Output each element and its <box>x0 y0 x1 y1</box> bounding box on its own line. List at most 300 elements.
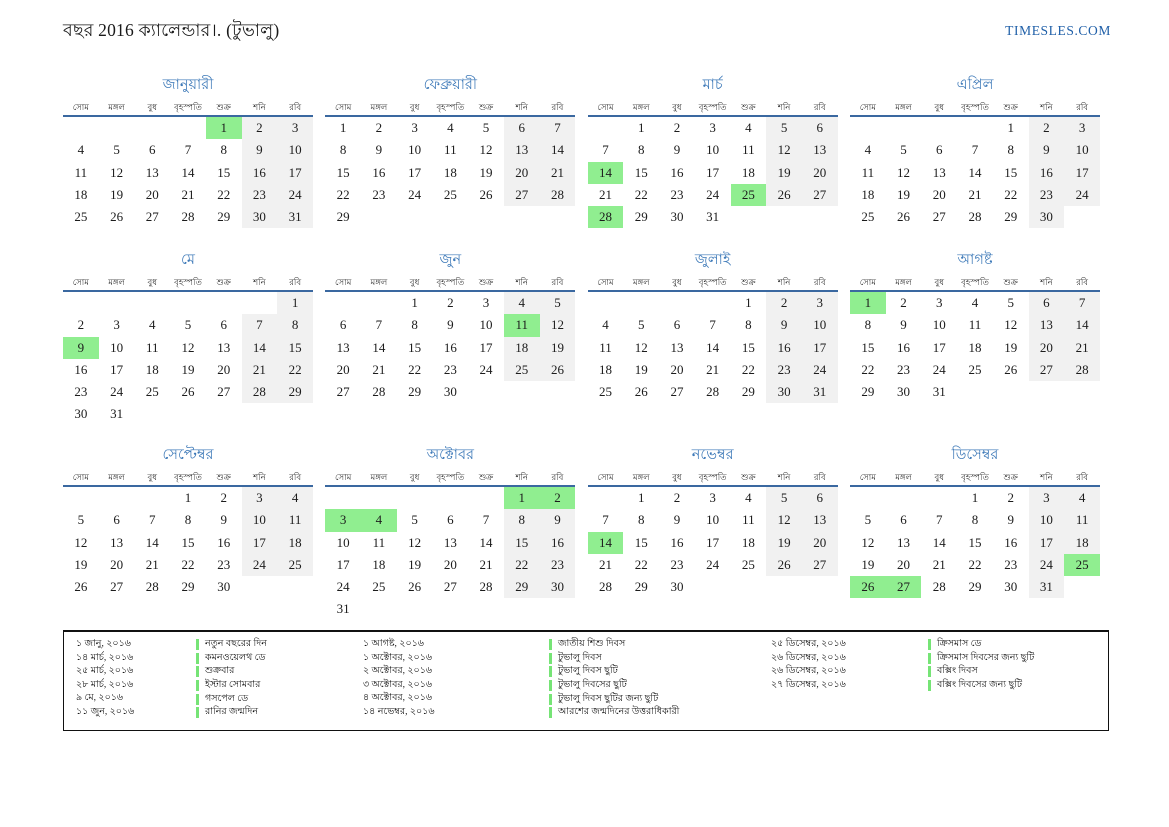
holiday-day-cell: 28 <box>588 206 624 228</box>
day-cell: 27 <box>145 209 159 225</box>
legend-date: ৩ অক্টোবর, ২০১৬ <box>363 679 433 690</box>
weekday-header-row <box>63 100 313 117</box>
weekday-label: শুক্র <box>1003 277 1018 287</box>
holiday-marker-bar <box>928 666 931 677</box>
weekend-day-cell: 29 <box>277 381 313 403</box>
day-cell: 22 <box>634 556 648 572</box>
weekend-day-cell: 26 <box>766 554 802 576</box>
holiday-day-cell: 27 <box>886 576 922 598</box>
legend-date: ২ অক্টোবর, ২০১৬ <box>363 666 433 677</box>
weekday-label: মঙ্গল <box>895 472 912 482</box>
holiday-day-cell: 4 <box>361 509 397 531</box>
weekday-label: বুধ <box>147 472 158 482</box>
day-cell: 17 <box>706 534 720 550</box>
weekday-label: রবি <box>551 102 564 112</box>
day-cell: 4 <box>77 142 85 158</box>
weekday-label: বৃহস্পতি <box>174 472 202 482</box>
legend-holiday-label: টুভালু দিবস ছুটির জন্য ছুটি <box>558 693 659 704</box>
weekend-day-cell: 30 <box>540 576 576 598</box>
day-cell: 11 <box>742 142 755 158</box>
day-cell: 2 <box>220 490 227 505</box>
weekend-day-cell: 6 <box>1029 292 1065 314</box>
day-cell: 8 <box>864 317 872 333</box>
weekend-day-cell: 4 <box>504 292 540 314</box>
day-cell: 21 <box>932 556 946 572</box>
empty-day-cell <box>731 576 767 598</box>
empty-day-cell <box>850 117 886 139</box>
month-block <box>850 444 1100 598</box>
weekday-label: সোম <box>72 472 89 482</box>
day-cell: 1 <box>745 295 752 310</box>
holiday-marker-bar <box>928 639 931 650</box>
weekend-day-cell: 11 <box>277 509 313 531</box>
day-cell: 8 <box>1007 142 1014 158</box>
weekday-label: সোম <box>335 277 352 287</box>
weekend-day-cell: 2 <box>242 117 278 139</box>
day-cell: 2 <box>900 295 907 310</box>
weekend-day-cell: 8 <box>504 509 540 531</box>
holiday-day-cell: 1 <box>206 117 242 139</box>
weekday-header-row <box>63 470 313 487</box>
weekday-label: বৃহস্পতি <box>698 102 727 112</box>
weekend-day-cell: 13 <box>802 509 838 531</box>
day-cell: 15 <box>336 164 350 180</box>
weekday-header-row <box>325 275 575 292</box>
day-cell: 20 <box>443 556 457 572</box>
weekday-label: বুধ <box>672 472 682 482</box>
month-block <box>588 249 838 403</box>
weekend-day-cell: 21 <box>540 162 576 184</box>
weekday-label: শুক্র <box>216 102 231 112</box>
legend-holiday-name <box>928 679 1110 693</box>
empty-day-cell <box>504 381 540 403</box>
month-days <box>63 117 313 228</box>
day-cell: 3 <box>411 120 418 135</box>
day-cell: 5 <box>184 317 192 333</box>
day-cell: 25 <box>861 209 875 225</box>
empty-day-cell <box>659 292 695 314</box>
day-cell: 31 <box>336 601 350 617</box>
legend-holiday-label: টুভালু দিবস ছুটি <box>558 666 618 677</box>
day-cell: 5 <box>411 512 418 528</box>
day-cell: 10 <box>706 512 720 528</box>
holiday-marker-bar <box>549 707 552 718</box>
legend-holiday-name <box>196 692 351 706</box>
day-cell: 12 <box>408 534 422 550</box>
day-cell: 20 <box>145 186 159 202</box>
empty-day-cell <box>1064 576 1100 598</box>
empty-day-cell <box>850 487 886 509</box>
day-cell: 8 <box>637 142 645 158</box>
weekday-label: শনি <box>777 472 791 482</box>
legend-holiday-name <box>928 652 1110 666</box>
empty-day-cell <box>397 487 433 509</box>
day-cell: 18 <box>74 186 88 202</box>
day-cell: 18 <box>861 186 875 202</box>
day-cell: 19 <box>181 361 195 377</box>
legend-holiday-label: টুভালু দিবস <box>558 652 602 663</box>
weekday-label: মঙ্গল <box>632 277 650 287</box>
weekend-day-cell: 1 <box>277 292 313 314</box>
empty-day-cell <box>325 487 361 509</box>
legend-holiday-label: ক্রিসমাস দিবসের জন্য ছুটি <box>937 652 1035 663</box>
weekday-label: সোম <box>859 277 876 287</box>
day-cell: 27 <box>110 579 124 595</box>
weekend-day-cell: 30 <box>766 381 802 403</box>
weekday-label: সোম <box>335 472 352 482</box>
weekend-day-cell: 9 <box>1029 139 1065 161</box>
day-cell: 9 <box>900 317 907 333</box>
day-cell: 9 <box>375 142 383 158</box>
weekend-day-cell: 17 <box>1029 532 1065 554</box>
legend-holiday-name <box>549 665 759 679</box>
weekend-day-cell: 7 <box>242 314 278 336</box>
day-cell: 30 <box>670 579 684 595</box>
day-cell: 6 <box>673 317 681 333</box>
empty-day-cell <box>802 576 838 598</box>
empty-day-cell <box>695 292 731 314</box>
month-days <box>63 487 313 598</box>
legend-holiday-name <box>196 679 351 693</box>
day-cell: 29 <box>968 579 982 595</box>
weekday-header-row <box>588 470 838 487</box>
day-cell: 21 <box>968 186 982 202</box>
weekday-label: মঙ্গল <box>370 102 388 112</box>
day-cell: 1 <box>637 490 645 505</box>
weekday-label: সোম <box>859 102 876 112</box>
weekday-label: শুক্র <box>1003 102 1018 112</box>
day-cell: 22 <box>217 186 231 202</box>
weekday-label: বুধ <box>672 277 682 287</box>
weekday-label: বৃহস্পতি <box>698 472 727 482</box>
day-cell: 26 <box>74 579 88 595</box>
weekend-day-cell: 24 <box>1064 184 1100 206</box>
legend-holiday-name <box>928 665 1110 679</box>
day-cell: 9 <box>1007 512 1014 528</box>
day-cell: 20 <box>217 361 231 377</box>
month-title: জুন <box>439 252 462 268</box>
day-cell: 18 <box>741 534 755 550</box>
day-cell: 24 <box>110 384 124 400</box>
day-cell: 9 <box>673 142 681 158</box>
day-cell: 13 <box>217 339 231 355</box>
day-cell: 4 <box>602 317 609 333</box>
day-cell: 5 <box>900 142 907 158</box>
day-cell: 28 <box>181 209 195 225</box>
day-cell: 7 <box>602 512 609 528</box>
month-title: সেপ্টেম্বর <box>162 447 214 463</box>
month-days <box>588 487 838 598</box>
day-cell: 13 <box>897 534 911 550</box>
holiday-marker-bar <box>549 666 552 677</box>
weekend-day-cell: 12 <box>766 139 802 161</box>
legend-date: ২৮ মার্চ, ২০১৬ <box>76 679 134 690</box>
day-cell: 17 <box>408 164 422 180</box>
weekend-day-cell: 19 <box>540 337 576 359</box>
month-block <box>325 444 575 621</box>
weekday-label: শুক্র <box>1003 472 1018 482</box>
weekend-day-cell: 14 <box>1064 314 1100 336</box>
day-cell: 26 <box>110 209 124 225</box>
month-days <box>325 487 575 621</box>
day-cell: 28 <box>706 384 720 400</box>
day-cell: 15 <box>968 534 982 550</box>
day-cell: 20 <box>897 556 911 572</box>
legend-holiday-label: ক্রিসমাস ডে <box>937 639 982 650</box>
day-cell: 25 <box>968 361 982 377</box>
legend-holiday-name <box>549 706 759 720</box>
empty-day-cell <box>99 487 135 509</box>
day-cell: 1 <box>184 490 192 505</box>
weekday-label: রবি <box>1076 102 1089 112</box>
weekend-day-cell: 27 <box>802 184 838 206</box>
brand-link[interactable]: TIMESLES.COM <box>1005 23 1111 38</box>
empty-day-cell <box>277 403 313 425</box>
holiday-day-cell: 11 <box>504 314 540 336</box>
day-cell: 26 <box>1004 361 1018 377</box>
weekday-label: রবি <box>289 277 302 287</box>
holiday-marker-bar <box>196 707 199 718</box>
weekend-day-cell: 21 <box>242 359 278 381</box>
weekend-day-cell: 11 <box>1064 509 1100 531</box>
day-cell: 7 <box>149 512 156 528</box>
holiday-day-cell: 1 <box>850 292 886 314</box>
weekend-day-cell: 10 <box>242 509 278 531</box>
day-cell: 8 <box>971 512 979 528</box>
day-cell: 22 <box>741 361 755 377</box>
day-cell: 22 <box>336 186 350 202</box>
weekend-day-cell: 19 <box>766 162 802 184</box>
day-cell: 6 <box>447 512 454 528</box>
day-cell: 16 <box>670 164 684 180</box>
day-cell: 11 <box>372 534 386 550</box>
day-cell: 24 <box>706 556 720 572</box>
weekday-label: বৃহস্পতি <box>961 102 989 112</box>
weekday-label: রবি <box>551 472 564 482</box>
weekend-day-cell: 4 <box>1064 487 1100 509</box>
day-cell: 18 <box>145 361 159 377</box>
weekday-label: শুক্র <box>478 277 494 287</box>
day-cell: 6 <box>900 512 907 528</box>
day-cell: 15 <box>217 164 231 180</box>
weekday-label: শুক্র <box>741 277 756 287</box>
day-cell: 12 <box>861 534 875 550</box>
day-cell: 6 <box>339 317 347 333</box>
legend-date: ১৪ নভেম্বর, ২০১৬ <box>363 706 435 717</box>
day-cell: 30 <box>897 384 911 400</box>
day-cell: 29 <box>181 579 195 595</box>
weekend-day-cell: 13 <box>504 139 540 161</box>
day-cell: 23 <box>443 361 457 377</box>
weekend-day-cell: 31 <box>1029 576 1065 598</box>
empty-day-cell <box>206 292 242 314</box>
empty-day-cell <box>766 206 802 228</box>
day-cell: 15 <box>741 339 755 355</box>
weekday-label: রবি <box>1076 472 1089 482</box>
day-cell: 28 <box>599 579 612 595</box>
empty-day-cell <box>1064 206 1100 228</box>
holiday-legend <box>63 630 1109 731</box>
empty-day-cell <box>588 117 624 139</box>
legend-holiday-name <box>549 638 759 652</box>
day-cell: 25 <box>599 384 612 400</box>
weekday-header-row <box>850 100 1100 117</box>
legend-date: ১৪ মার্চ, ২০১৬ <box>76 652 134 663</box>
day-cell: 23 <box>670 556 684 572</box>
legend-holiday-name <box>549 679 759 693</box>
empty-day-cell <box>325 292 361 314</box>
empty-day-cell <box>432 487 468 509</box>
weekend-day-cell: 31 <box>802 381 838 403</box>
day-cell: 11 <box>742 512 755 528</box>
day-cell: 10 <box>408 142 422 158</box>
weekday-label: রবি <box>813 277 826 287</box>
weekday-label: মঙ্গল <box>895 277 912 287</box>
day-cell: 7 <box>602 142 609 158</box>
weekday-label: রবি <box>813 102 826 112</box>
weekend-day-cell: 10 <box>1064 139 1100 161</box>
day-cell: 14 <box>479 534 493 550</box>
weekday-label: বুধ <box>147 277 158 287</box>
weekday-label: মঙ্গল <box>370 472 388 482</box>
day-cell: 15 <box>634 164 648 180</box>
day-cell: 22 <box>181 556 195 572</box>
weekend-day-cell: 22 <box>277 359 313 381</box>
legend-date: ১ অক্টোবর, ২০১৬ <box>363 652 433 663</box>
legend-date: ২৫ মার্চ, ২০১৬ <box>76 666 134 677</box>
day-cell: 2 <box>673 490 681 505</box>
weekend-day-cell: 16 <box>540 532 576 554</box>
weekend-day-cell: 3 <box>802 292 838 314</box>
empty-day-cell <box>468 487 504 509</box>
day-cell: 8 <box>339 142 347 158</box>
empty-day-cell <box>588 292 624 314</box>
day-cell: 28 <box>932 579 946 595</box>
day-cell: 1 <box>637 120 645 135</box>
legend-group <box>351 638 759 720</box>
day-cell: 5 <box>482 120 490 135</box>
empty-day-cell <box>242 403 278 425</box>
day-cell: 12 <box>897 164 911 180</box>
day-cell: 23 <box>372 186 386 202</box>
day-cell: 25 <box>145 384 159 400</box>
page-title: বছর 2016 ক্যালেন্ডার।. (টুভালু) <box>63 20 280 40</box>
empty-day-cell <box>99 117 135 139</box>
empty-day-cell <box>957 381 993 403</box>
empty-day-cell <box>432 206 468 228</box>
day-cell: 29 <box>1004 209 1018 225</box>
day-cell: 22 <box>968 556 982 572</box>
weekend-day-cell: 15 <box>504 532 540 554</box>
day-cell: 16 <box>443 339 457 355</box>
holiday-marker-bar <box>196 666 199 677</box>
day-cell: 16 <box>1004 534 1018 550</box>
day-cell: 12 <box>634 339 648 355</box>
weekend-day-cell: 24 <box>1029 554 1065 576</box>
empty-day-cell <box>134 403 170 425</box>
day-cell: 17 <box>479 339 493 355</box>
day-cell: 27 <box>932 209 946 225</box>
day-cell: 21 <box>599 556 612 572</box>
weekday-header-row <box>588 100 838 117</box>
calendar-band-2 <box>63 249 1100 426</box>
day-cell: 23 <box>217 556 231 572</box>
weekend-day-cell: 2 <box>766 292 802 314</box>
month-title: ফেব্রুয়ারী <box>423 77 478 93</box>
weekend-day-cell: 28 <box>242 381 278 403</box>
weekend-day-cell: 17 <box>277 162 313 184</box>
day-cell: 4 <box>745 120 752 135</box>
day-cell: 1 <box>411 295 418 310</box>
weekday-label: মঙ্গল <box>632 472 650 482</box>
day-cell: 6 <box>113 512 120 528</box>
day-cell: 28 <box>145 579 159 595</box>
legend-date: ৯ মে, ২০১৬ <box>76 693 124 704</box>
day-cell: 11 <box>861 164 875 180</box>
day-cell: 8 <box>184 512 192 528</box>
day-cell: 29 <box>741 384 755 400</box>
empty-day-cell <box>504 206 540 228</box>
holiday-day-cell: 1 <box>504 487 540 509</box>
empty-day-cell <box>63 292 99 314</box>
day-cell: 19 <box>74 556 88 572</box>
day-cell: 10 <box>110 339 124 355</box>
weekend-day-cell: 31 <box>277 206 313 228</box>
day-cell: 21 <box>372 361 386 377</box>
day-cell: 13 <box>932 164 946 180</box>
weekday-label: বুধ <box>147 102 158 112</box>
day-cell: 17 <box>706 164 720 180</box>
day-cell: 31 <box>706 209 720 225</box>
day-cell: 18 <box>599 361 612 377</box>
weekend-day-cell: 7 <box>540 117 576 139</box>
empty-day-cell <box>886 487 922 509</box>
empty-day-cell <box>695 576 731 598</box>
holiday-marker-bar <box>196 639 199 650</box>
empty-day-cell <box>63 487 99 509</box>
day-cell: 25 <box>741 556 755 572</box>
weekend-day-cell: 15 <box>277 337 313 359</box>
weekend-day-cell: 13 <box>1029 314 1065 336</box>
weekend-day-cell: 25 <box>277 554 313 576</box>
weekday-label: রবি <box>289 472 302 482</box>
weekday-header-row <box>588 275 838 292</box>
empty-day-cell <box>468 598 504 620</box>
day-cell: 20 <box>110 556 124 572</box>
day-cell: 7 <box>971 142 979 158</box>
month-block <box>850 74 1100 228</box>
empty-day-cell <box>993 381 1029 403</box>
day-cell: 24 <box>932 361 946 377</box>
weekend-day-cell: 18 <box>504 337 540 359</box>
weekend-day-cell: 3 <box>1029 487 1065 509</box>
day-cell: 9 <box>447 317 454 333</box>
day-cell: 20 <box>932 186 946 202</box>
day-cell: 21 <box>145 556 159 572</box>
day-cell: 27 <box>217 384 231 400</box>
weekend-day-cell: 23 <box>766 359 802 381</box>
weekend-day-cell: 18 <box>1064 532 1100 554</box>
day-cell: 16 <box>217 534 231 550</box>
weekend-day-cell: 23 <box>242 184 278 206</box>
day-cell: 25 <box>443 186 457 202</box>
legend-date: ৪ অক্টোবর, ২০১৬ <box>363 693 433 704</box>
day-cell: 12 <box>479 142 493 158</box>
weekday-label: সোম <box>859 472 876 482</box>
weekend-day-cell: 16 <box>1029 162 1065 184</box>
day-cell: 7 <box>184 142 192 158</box>
weekend-day-cell: 26 <box>766 184 802 206</box>
